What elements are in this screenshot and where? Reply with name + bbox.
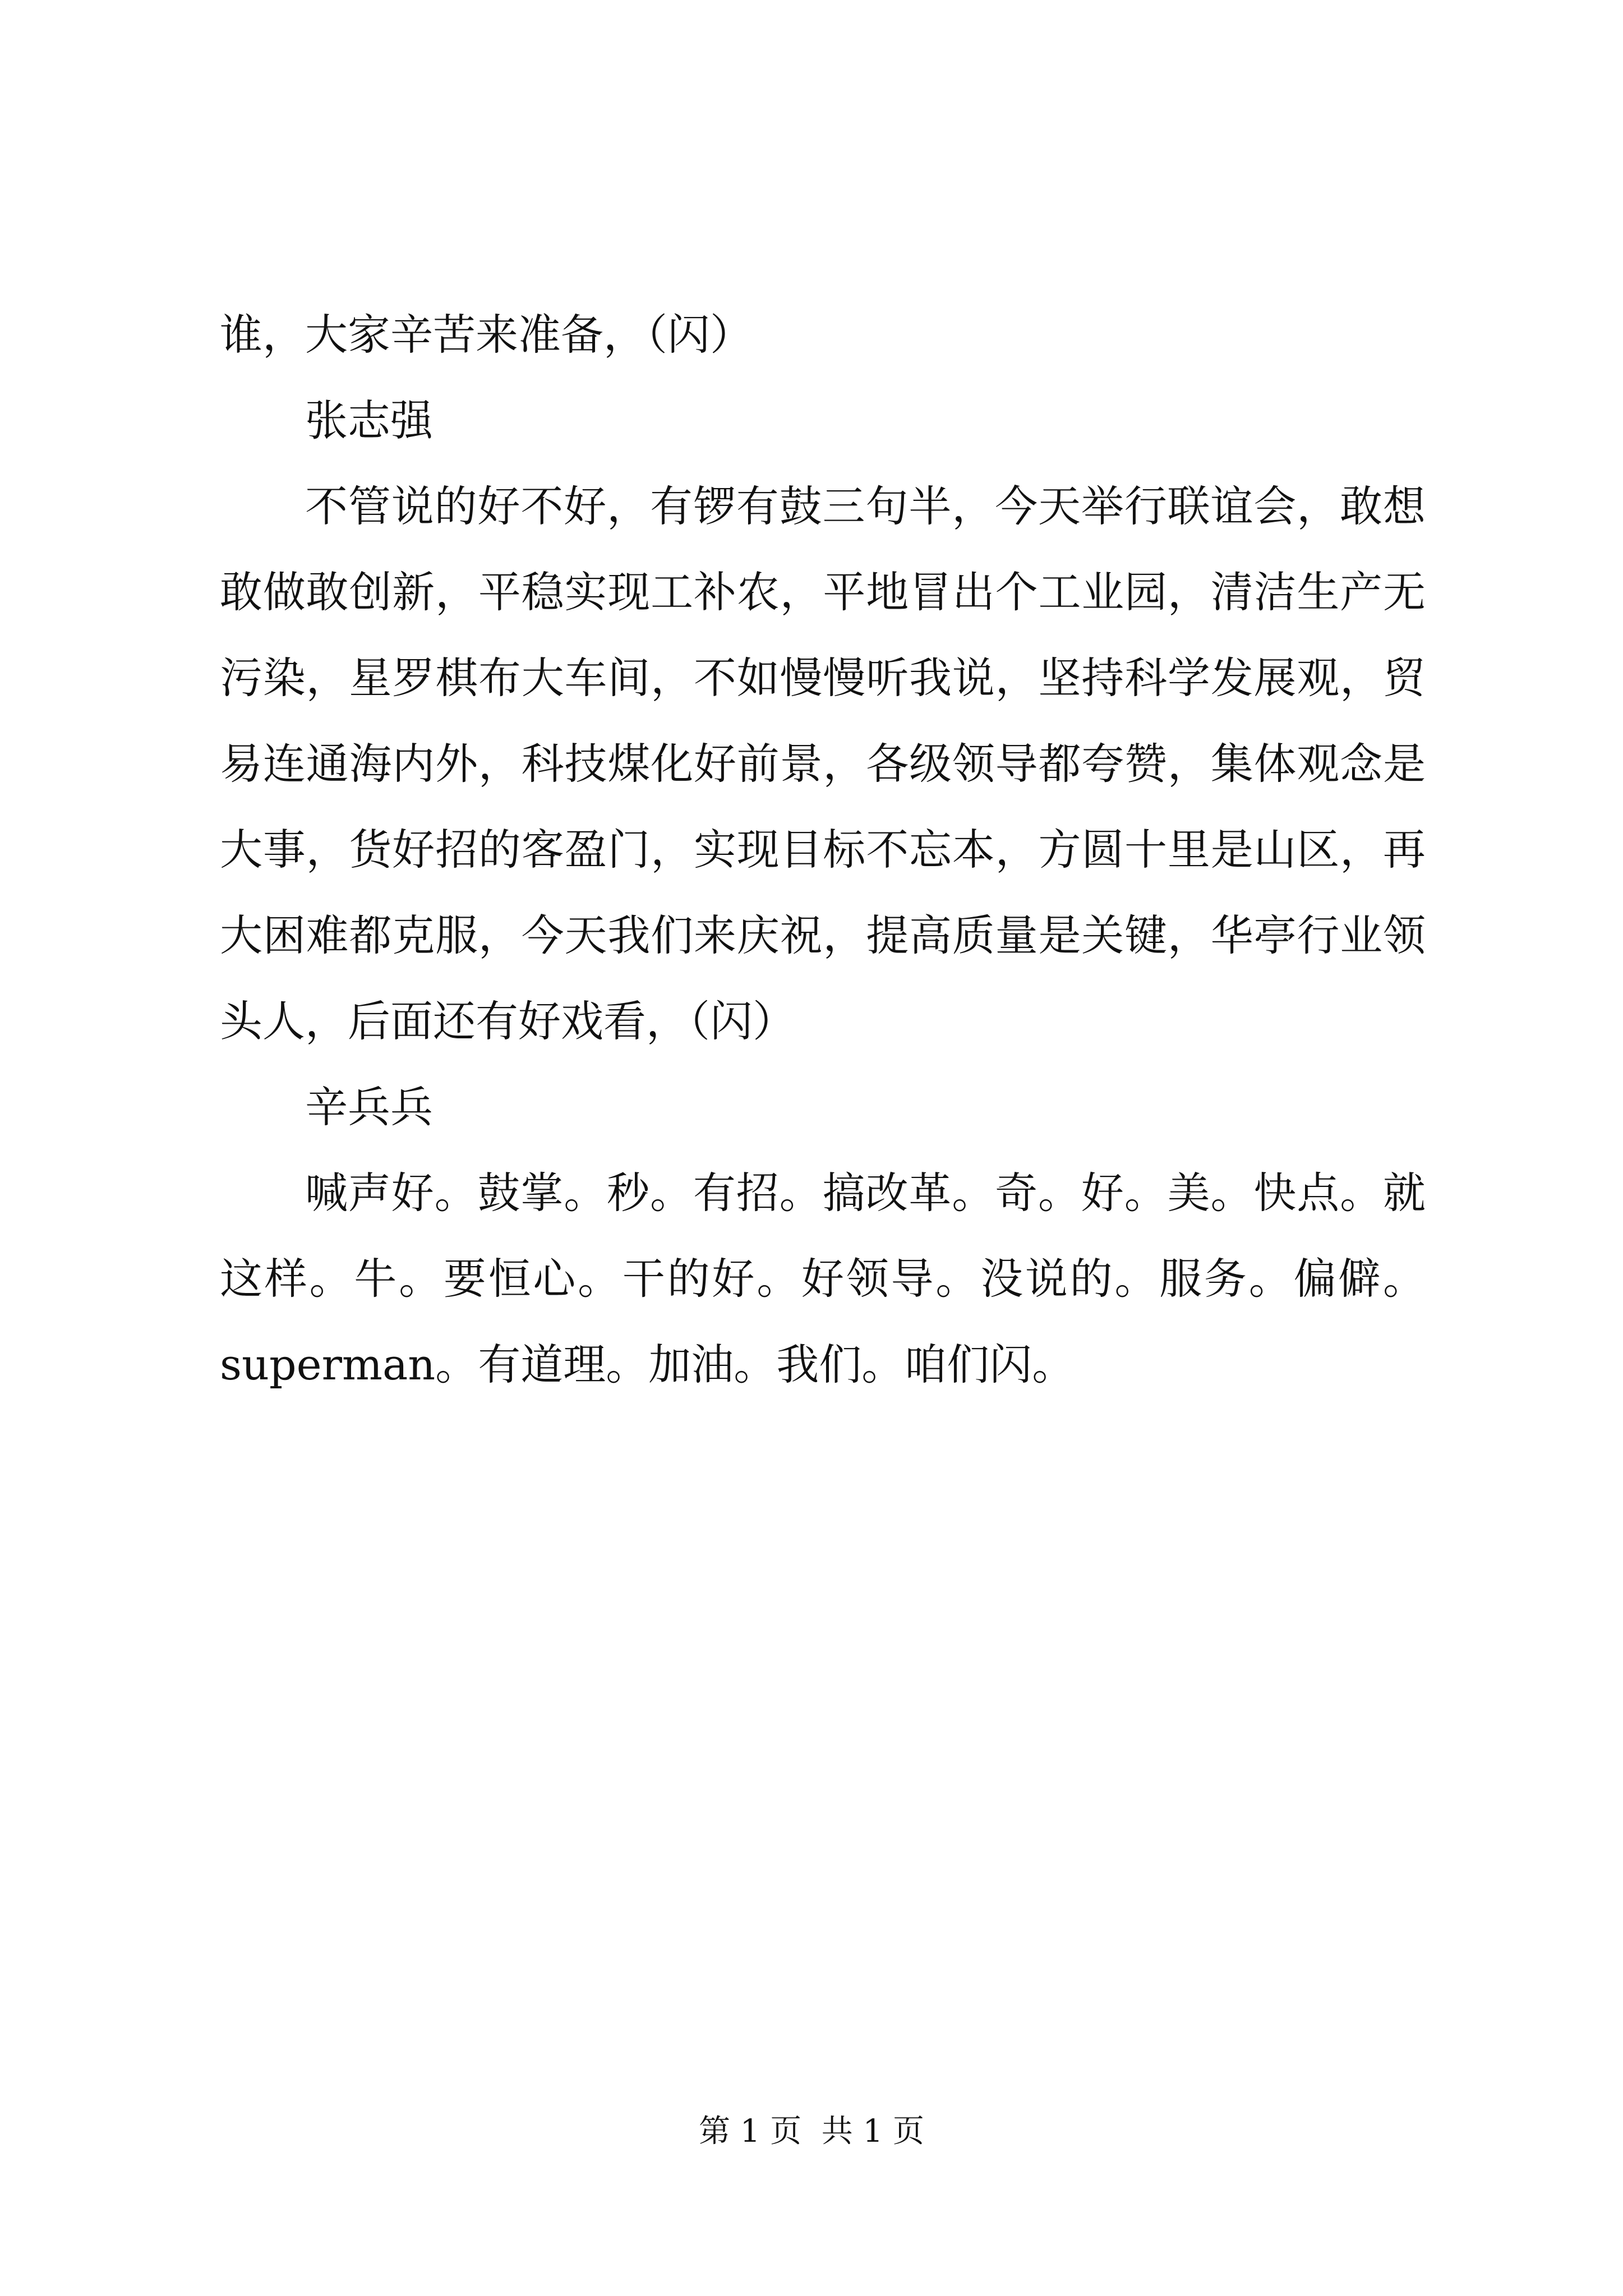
speaker-name: 张志强 — [305, 395, 433, 445]
document-body — [220, 292, 1426, 1407]
paragraph-verse: 不管说的好不好，有锣有鼓三句半，今天举行联谊会，敢想敢做敢创新，平稳实现工补农，平地冒出个工业园，清洁生产无污染，星罗棋布大车间，不如慢慢听我说，坚持科学发展观，贸易连通海内外，科技煤化好前景，各级领导都夸赞，集体观念是大事，货好招的客盈门，实现目标不忘本，方圆十里是山区，再大困难都克服，今天我们来庆祝，提高质量是关键，华亭行业领头人，后面还有好戏看，（闪） — [220, 481, 1426, 1046]
paragraph-continuation: 谁，大家辛苦来准备，（闪） — [220, 310, 753, 360]
page-number-label: 第 1 页 共 1 页 — [698, 2113, 925, 2150]
paragraph-responses: 喊声好。鼓掌。秒。有招。搞改革。奇。好。美。快点。就这样。牛。要恒心。干的好。好领导。没说的。服务。偏僻。superman。有道理。加油。我们。咱们闪。 — [220, 1168, 1426, 1389]
speaker-name: 辛兵兵 — [305, 1082, 433, 1132]
page-footer — [0, 2109, 1623, 2154]
